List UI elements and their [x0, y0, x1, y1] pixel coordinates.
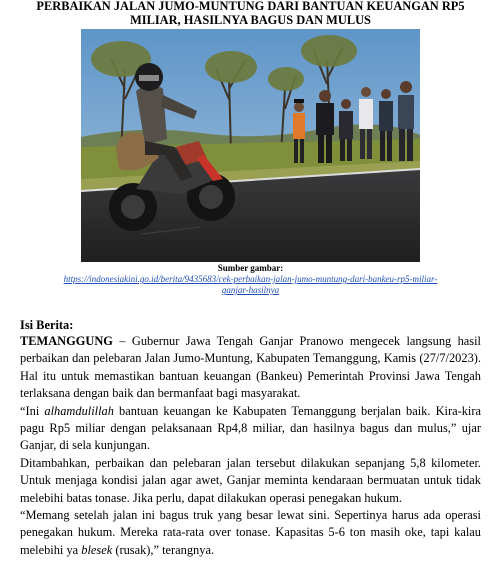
paragraph-4-text-b: (rusak),” terangnya. [112, 542, 215, 557]
paragraph-2-italic: alhamdulillah [44, 403, 114, 418]
paragraph-4-text-a: “Memang setelah jalan ini bagus truk yang besar lewat sini. Sepertinya harus ada operasi penegakan hukum. Mereka rata-rata over tonase. Kapasitas 5-6 ton masih oke, tapi kalau melebihi ya [20, 508, 481, 557]
paragraph-4 [20, 507, 481, 559]
article-photo [81, 29, 420, 262]
paragraph-2-open: “Ini [20, 403, 45, 418]
paragraph-1-text: – Gubernur Jawa Tengah Ganjar Pranowo mengecek langsung hasil perbaikan dan pelebaran Jalan Jumo-Muntung, Kabupaten Temanggung, Kamis (27/7/2023). Hal itu untuk memastikan bantuan keuangan (Bankeu) Pemerintah Provinsi Jawa Tengah terlaksana dengan baik dan bermanfaat bagi masyarakat. [20, 334, 481, 401]
article-body [20, 333, 481, 559]
paragraph-3: Ditambahkan, perbaikan dan pelebaran jalan tersebut dilakukan sepanjang 5,8 kilometer. Untuk menjaga kondisi jalan agar awet, Ganjar meminta kendaraan bermuatan untuk tidak melebihi batas tonase. Jika perlu, dapat dilakukan operasi penegakan hukum. [20, 455, 481, 505]
image-source-link-line-1[interactable]: https://indonesiakini.go.id/berita/9435683/cek-perbaikan-jalan-jumo-muntung-dari-bankeu-rp5-miliar- [63, 274, 438, 284]
paragraph-2 [20, 403, 481, 455]
section-heading: Isi Berita: [20, 318, 74, 332]
image-source-link-line-2[interactable]: ganjar-hasilnya [221, 285, 280, 295]
article-title-line-2: MILIAR, HASILNYA BAGUS DAN MULUS [130, 12, 371, 27]
image-source-link[interactable] [30, 274, 471, 296]
paragraph-1 [20, 333, 481, 403]
article-title [14, 0, 487, 27]
dateline: TEMANGGUNG [20, 334, 113, 348]
paragraph-4-italic: blesek [81, 542, 113, 557]
image-source-label: Sumber gambar: [217, 263, 284, 273]
paragraph-2-rest: bantuan keuangan ke Kabupaten Temanggung berjalan baik. Kira-kira pagu Rp5 miliar dengan pelaksanaan Rp4,8 miliar, dan hasilnya bagus dan mulus,” ujar Ganjar, di sela kunjungan. [20, 403, 481, 453]
article-title-line-1: PERBAIKAN JALAN JUMO-MUNTUNG DARI BANTUAN KEUANGAN RP5 [36, 0, 465, 13]
